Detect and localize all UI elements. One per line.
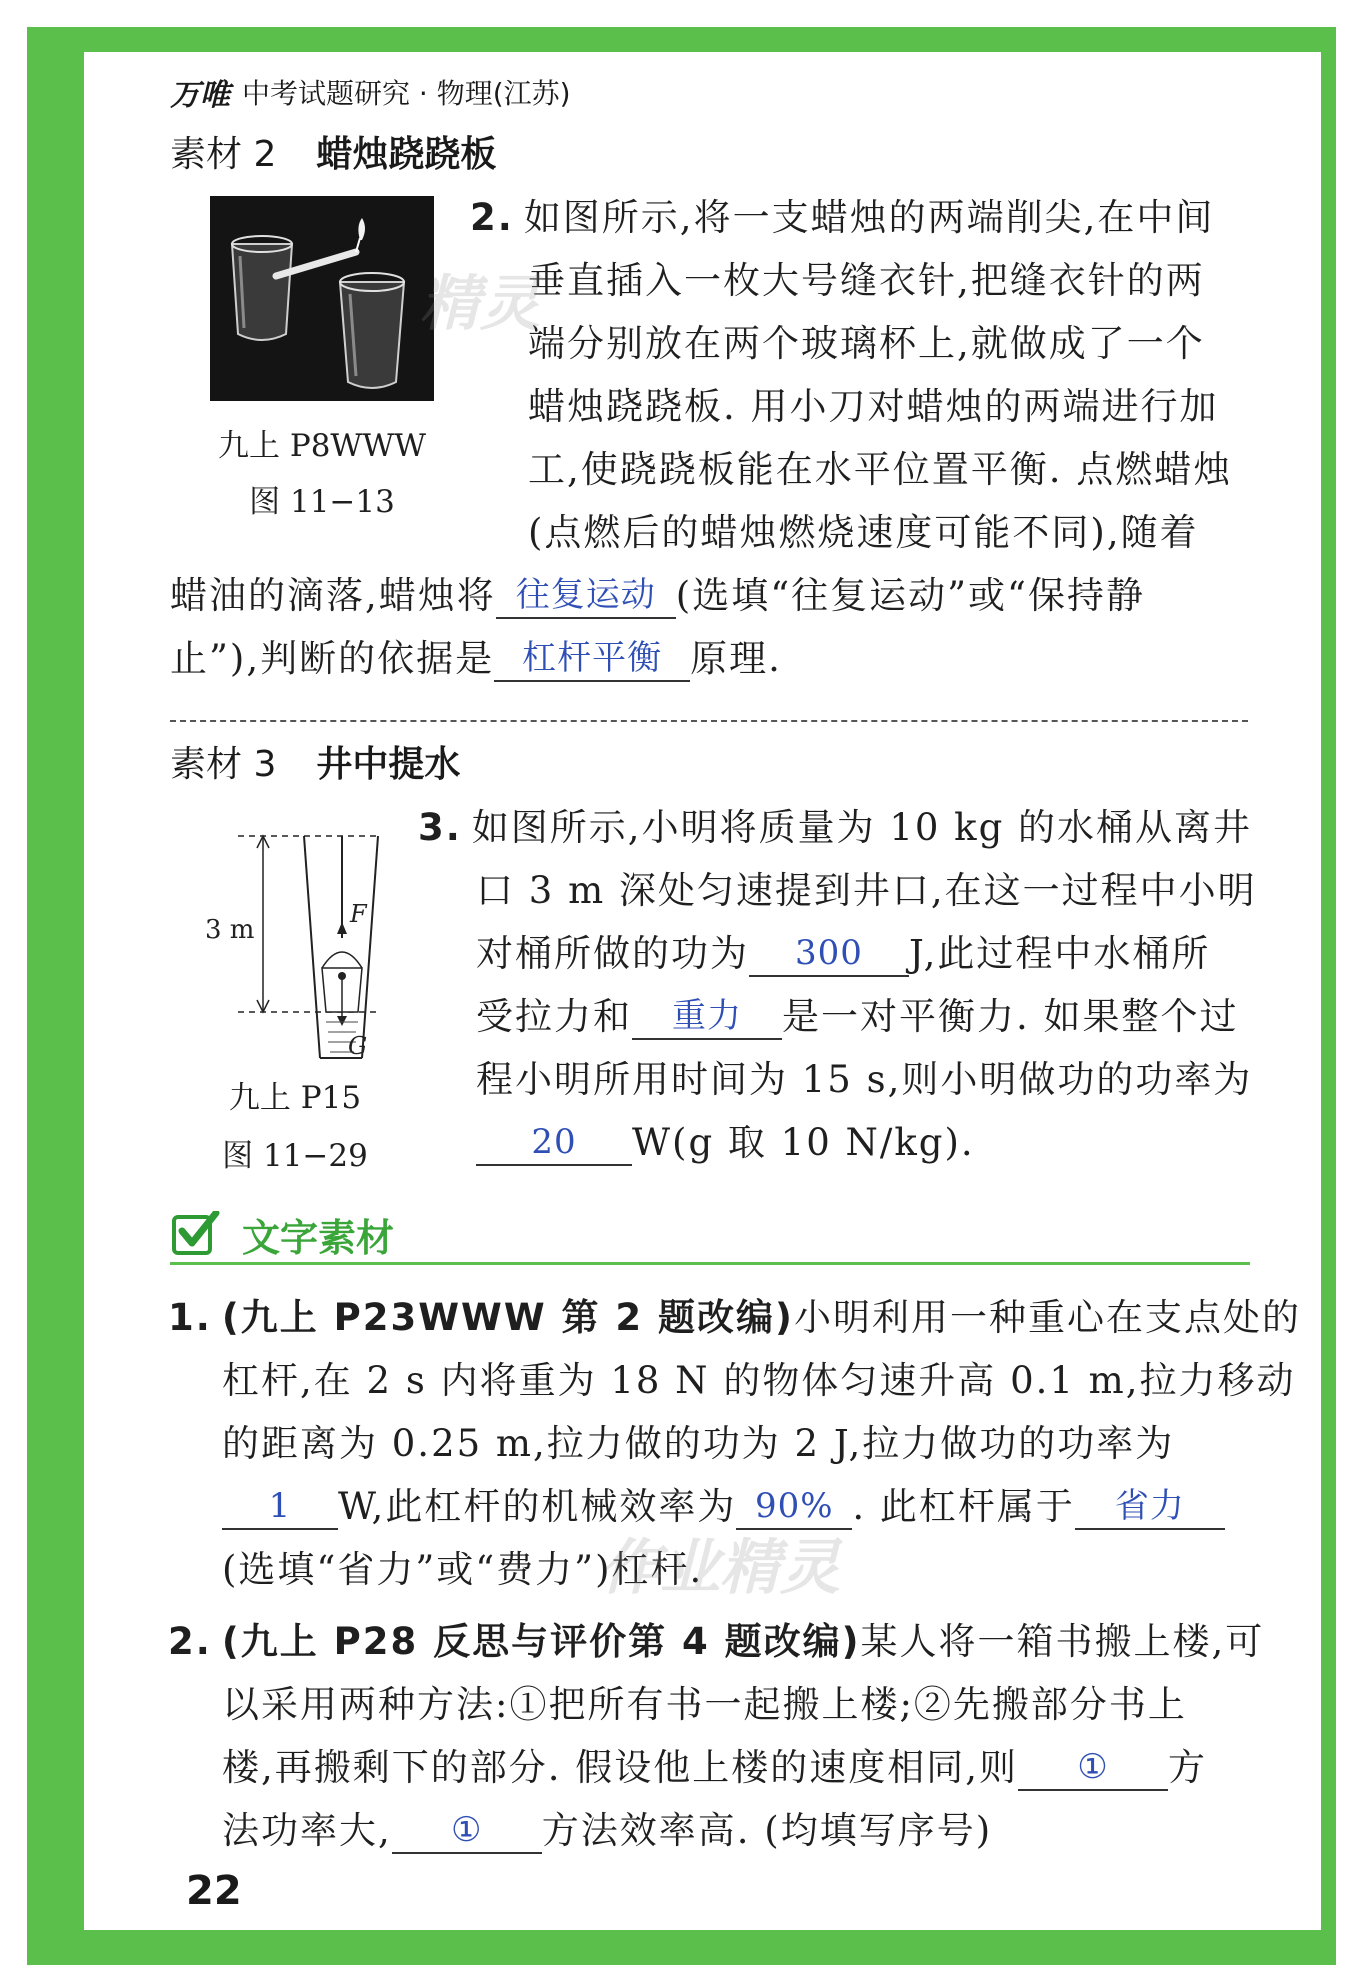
material3-question-line-1 [418, 796, 1252, 859]
answer-blank: 省力 [1075, 1484, 1225, 1530]
material3-label: 素材 3 [170, 744, 277, 785]
well-bucket-diagram [200, 826, 400, 1068]
material3-question-line-6 [476, 1111, 975, 1174]
force-label: F [350, 900, 367, 928]
candle-seesaw-illustration [210, 196, 434, 401]
question-text: 法功率大, [222, 1809, 392, 1852]
check-icon [172, 1215, 212, 1255]
question-number: 1. [168, 1296, 212, 1339]
material3-caption-source: 九上 P15 [228, 1080, 362, 1116]
question-text: 蜡油的滴落,蜡烛将 [170, 574, 496, 617]
material3-question-line-2: 口 3 m 深处匀速提到井口,在这一过程中小明 [476, 869, 1257, 912]
word-q1-line-3: 的距离为 0.25 m,拉力做的功为 2 J,拉力做功的功率为 [222, 1422, 1175, 1465]
material2-question-line-8 [170, 627, 782, 690]
material2-question-line-6: (点燃后的蜡烛燃烧速度可能不同),随着 [528, 511, 1199, 554]
question-number: 2. [168, 1620, 212, 1663]
answer-blank: ① [392, 1808, 542, 1854]
answer-blank: 20 [476, 1120, 632, 1166]
question-text: 某人将一箱书搬上楼,可 [860, 1620, 1265, 1663]
material2-caption-figure: 图 11−13 [249, 484, 395, 520]
word-material-heading [170, 1205, 1250, 1265]
question-text: 受拉力和 [476, 995, 632, 1038]
watermark: 精灵 [420, 269, 540, 339]
answer-blank: 1 [222, 1484, 338, 1530]
question-source: (九上 P28 反思与评价第 4 题改编) [221, 1620, 861, 1663]
word-q1-line-2: 杠杆,在 2 s 内将重为 18 N 的物体匀速升高 0.1 m,拉力移动 [222, 1359, 1296, 1402]
word-q2-line-4 [222, 1799, 992, 1862]
material2-label: 素材 2 [170, 134, 277, 175]
question-text: 楼,再搬剩下的部分. 假设他上楼的速度相同,则 [222, 1746, 1019, 1789]
answer-blank: 重力 [632, 994, 782, 1040]
question-text: 止”),判断的依据是 [170, 637, 495, 680]
section-divider [170, 720, 1248, 722]
question-text: (选填“往复运动”或“保持静 [675, 574, 1145, 617]
material3-question-line-3 [476, 922, 1210, 985]
word-q1-line-1 [168, 1286, 1301, 1349]
material3-question-line-4 [476, 985, 1239, 1048]
question-text: 原理. [690, 637, 782, 680]
answer-blank: 杠杆平衡 [494, 636, 690, 682]
word-q2-line-2: 以采用两种方法:①把所有书一起搬上楼;②先搬部分书上 [222, 1683, 1187, 1726]
word-q2-line-1 [168, 1610, 1264, 1673]
candle-seesaw-photo [210, 196, 434, 401]
question-text: 如图所示,将一支蜡烛的两端削尖,在中间 [523, 196, 1215, 239]
answer-blank: 90% [736, 1484, 852, 1530]
gravity-label: G [348, 1032, 368, 1060]
word-q1-line-5: (选填“省力”或“费力”)杠杆. [222, 1548, 704, 1591]
depth-label: 3 m [205, 915, 255, 945]
question-text: W(g 取 10 N/kg). [632, 1121, 975, 1164]
material3-heading [170, 736, 460, 787]
header-title: 中考试题研究 · 物理(江苏) [242, 77, 571, 110]
material3-question-line-5: 程小明所用时间为 15 s,则小明做功的功率为 [476, 1058, 1253, 1101]
word-q2-line-3 [222, 1736, 1207, 1799]
question-text: 方法效率高. (均填写序号) [541, 1809, 993, 1852]
brand-logo: 万唯 [170, 78, 230, 113]
question-text: J,此过程中水桶所 [909, 932, 1211, 975]
material2-caption-source: 九上 P8WWW [217, 428, 427, 464]
question-text: 是一对平衡力. 如果整个过 [782, 995, 1239, 1038]
watermark: 作业精灵 [600, 1533, 840, 1603]
question-number: 2. [470, 196, 514, 239]
question-text: 小明利用一种重心在支点处的 [793, 1296, 1301, 1339]
question-text: W,此杠杆的机械效率为 [338, 1485, 737, 1528]
material2-heading [170, 126, 496, 177]
answer-blank: 往复运动 [496, 573, 676, 619]
checkmark-icon [176, 1211, 220, 1251]
answer-blank: 300 [749, 931, 909, 977]
material2-question-line-5: 工,使跷跷板能在水平位置平衡. 点燃蜡烛 [528, 448, 1233, 491]
material2-name: 蜡烛跷跷板 [316, 134, 497, 175]
running-header [170, 70, 571, 114]
question-text: 对桶所做的功为 [476, 932, 749, 975]
word-material-rule [170, 1262, 1250, 1265]
page-number: 22 [186, 1868, 242, 1914]
material2-question-line-4: 蜡烛跷跷板. 用小刀对蜡烛的两端进行加 [528, 385, 1219, 428]
material2-question-line-3: 端分别放在两个玻璃杯上,就做成了一个 [528, 322, 1205, 365]
material3-caption-figure: 图 11−29 [222, 1138, 368, 1174]
material2-question-line-2: 垂直插入一枚大号缝衣针,把缝衣针的两 [528, 259, 1205, 302]
question-number: 3. [418, 806, 462, 849]
material2-question-line-7 [170, 564, 1145, 627]
question-source: (九上 P23WWW 第 2 题改编) [221, 1296, 794, 1339]
material3-name: 井中提水 [316, 744, 461, 785]
answer-blank: ① [1018, 1745, 1168, 1791]
question-text: . 此杠杆属于 [852, 1485, 1075, 1528]
question-text: 方 [1168, 1746, 1208, 1789]
question-text: 如图所示,小明将质量为 10 kg 的水桶从离井 [471, 806, 1253, 849]
material2-question-line-1 [470, 186, 1214, 249]
word-material-title: 文字素材 [242, 1216, 395, 1260]
